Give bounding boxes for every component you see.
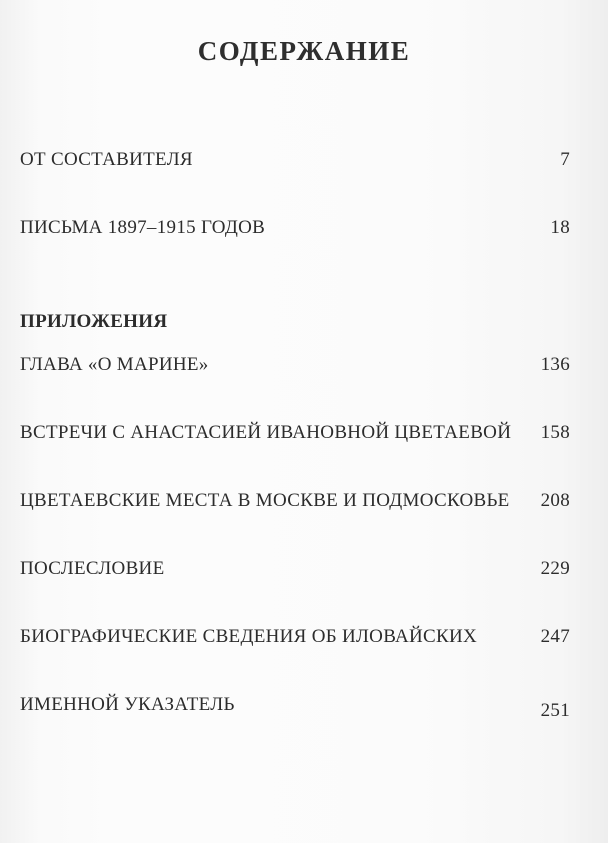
toc-entry <box>20 350 570 380</box>
appendix-heading: ПРИЛОЖЕНИЯ <box>20 311 168 332</box>
toc-entry-label: ПОСЛЕСЛОВИЕ <box>20 558 165 579</box>
toc-entry-label: ОТ СОСТАВИТЕЛЯ <box>20 149 193 170</box>
toc-entry-label: ГЛАВА «О МАРИНЕ» <box>20 354 209 375</box>
toc-entry-page-number: 208 <box>540 490 570 511</box>
toc-entry-page-number: 7 <box>560 149 570 170</box>
toc-entry <box>20 486 570 516</box>
toc-entry-page-number: 247 <box>540 626 570 647</box>
toc-entry-page-number: 158 <box>540 422 570 443</box>
toc-entry-page-number: 251 <box>540 700 570 721</box>
toc-entry <box>20 622 570 652</box>
toc-entry-label: БИОГРАФИЧЕСКИЕ СВЕДЕНИЯ ОБ ИЛОВАЙСКИХ <box>20 626 478 647</box>
toc-entry-label: ЦВЕТАЕВСКИЕ МЕСТА В МОСКВЕ И ПОДМОСКОВЬЕ <box>20 490 510 511</box>
toc-entry-label: ВСТРЕЧИ С АНАСТАСИЕЙ ИВАНОВНОЙ ЦВЕТАЕВОЙ <box>20 422 512 443</box>
toc-entry <box>20 690 570 720</box>
toc-entry <box>20 213 570 243</box>
toc-entry-label: ПИСЬМА 1897–1915 ГОДОВ <box>20 217 266 238</box>
toc-entry <box>20 554 570 584</box>
page-title: СОДЕРЖАНИЕ <box>197 36 411 66</box>
toc-entry-page-number: 136 <box>540 354 570 375</box>
toc-entry-page-number: 18 <box>550 217 570 238</box>
toc-entry <box>20 418 570 448</box>
toc-entry-page-number: 229 <box>540 558 570 579</box>
toc-entry <box>20 145 570 175</box>
toc-entry-label: ИМЕННОЙ УКАЗАТЕЛЬ <box>20 694 235 715</box>
